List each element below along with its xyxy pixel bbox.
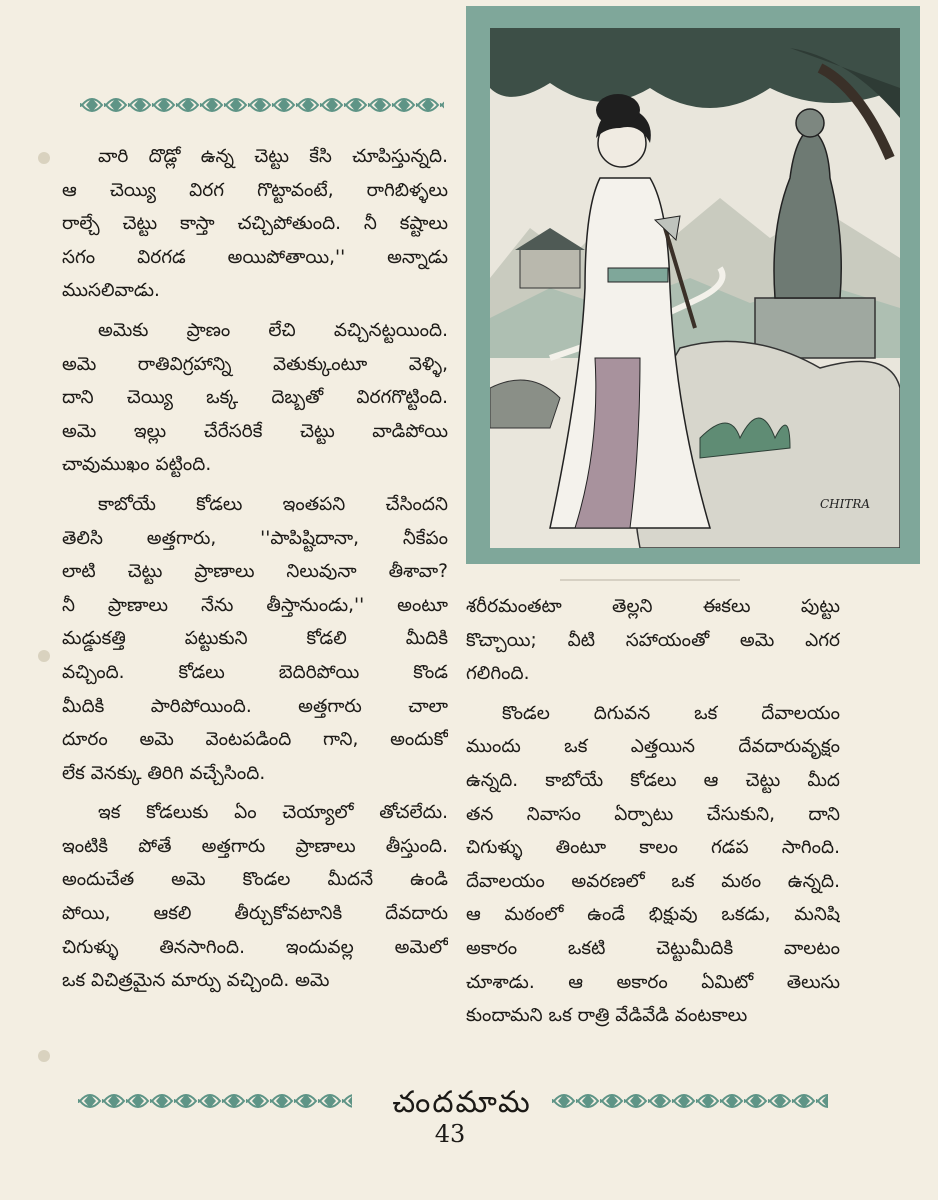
text-line: చిగుళ్ళు తినసాగింది. ఇందువల్ల అమెలో <box>62 936 448 958</box>
text-line: చిగుళ్ళు తింటూ కాలం గడప సాగింది. <box>466 837 840 859</box>
story-illustration <box>466 6 920 564</box>
text-line: గలిగింది. <box>466 663 530 685</box>
binding-hole <box>38 1050 50 1062</box>
text-line: తన నివాసం ఏర్పాటు చేసుకుని, దాని <box>466 803 840 825</box>
paragraph <box>62 488 448 790</box>
text-line: చూశాడు. ఆ అకారం ఏమిటో తెలుసు <box>466 971 840 993</box>
binding-hole <box>38 650 50 662</box>
woman-with-axe-and-statue-illustration <box>490 28 900 548</box>
top-ornament-border <box>80 92 444 118</box>
text-line: రాల్చే చెట్టు కాస్తా చచ్చిపోతుంది. నీ కష్టాలు <box>62 213 448 235</box>
magazine-title: చందమామ <box>392 1085 532 1120</box>
ornament-pattern-icon <box>78 1088 352 1114</box>
page-number: 43 <box>434 1120 466 1148</box>
text-line: ఆ మఠంలో ఉండే భిక్షువు ఒకడు, మనిషి <box>466 904 840 926</box>
text-line: ముందు ఒక ఎత్తయిన దేవదారువృక్షం <box>466 736 840 758</box>
text-line: ముసలివాడు. <box>62 280 160 302</box>
text-line: లేక వెనక్కు తిరిగి వచ్చేసింది. <box>62 762 266 784</box>
paragraph <box>466 590 840 691</box>
text-line: ఒక విచిత్రమైన మార్పు వచ్చింది. అమె <box>62 970 330 992</box>
paragraph <box>466 697 840 1033</box>
text-line: సగం విరగడ అయిపోతాయి,'' అన్నాడు <box>62 246 448 268</box>
illustrator-signature: CHITRA <box>820 497 871 511</box>
left-text-column <box>62 140 448 1004</box>
text-line: నీ ప్రాణాలు నేను తీస్తానుండు,'' అంటూ <box>62 594 448 616</box>
text-line: దేవాలయం అవరణలో ఒక మఠం ఉన్నది. <box>466 870 840 892</box>
paragraph <box>62 314 448 482</box>
binding-hole <box>38 152 50 164</box>
text-line: అమె రాతివిగ్రహాన్ని వెతుక్కుంటూ వెళ్ళి, <box>62 353 448 375</box>
text-line: ఆ చెయ్యి విరగ గొట్టావంటే, రాగిబిళ్ళలు <box>62 179 448 201</box>
text-line: వచ్చింది. కోడలు బెదిరిపోయి కొండ <box>62 661 448 683</box>
right-text-column <box>466 590 840 1039</box>
ornament-pattern-icon <box>80 92 444 118</box>
text-line: చావుముఖం పట్టింది. <box>62 454 212 476</box>
footer-ornament-left <box>78 1088 352 1114</box>
text-line: లాటి చెట్టు ప్రాణాలు నిలువునా తీశావా? <box>62 561 448 583</box>
text-line: అకారం ఒకటి చెట్టుమీదికి వాలటం <box>466 937 840 959</box>
text-line: ఇక కోడలుకు ఏం చెయ్యాలో తోచలేదు. <box>98 802 448 824</box>
column-divider-line <box>560 578 740 582</box>
text-line: మీదికి పారిపోయింది. అత్తగారు చాలా <box>62 695 448 717</box>
ornament-pattern-icon <box>552 1088 828 1114</box>
text-line: ఉన్నది. కాబోయే కోడలు ఆ చెట్టు మీద <box>466 769 840 791</box>
paragraph <box>62 140 448 308</box>
text-line: కొచ్చాయి; వీటి సహాయంతో అమె ఎగర <box>466 629 840 651</box>
text-line: వారి దొడ్లో ఉన్న చెట్టు కేసి చూపిస్తున్నది. <box>98 146 448 167</box>
text-line: మడ్డుకత్తి పట్టుకుని కోడలి మీదికి <box>62 628 448 650</box>
text-line: కుందామని ఒక రాత్రి వేడివేడి వంటకాలు <box>466 1005 748 1027</box>
text-line: తెలిసి అత్తగారు, ''పాపిష్టిదానా, నీకేపం <box>62 527 448 549</box>
footer-ornament-right <box>552 1088 828 1114</box>
text-line: అమె ఇల్లు చేరేసరికే చెట్టు వాడిపోయి <box>62 420 448 442</box>
paragraph <box>62 796 448 998</box>
text-line: అమెకు ప్రాణం లేచి వచ్చినట్టయింది. <box>98 319 448 341</box>
text-line: కాబోయే కోడలు ఇంతపని చేసిందని <box>98 493 448 515</box>
text-line: అందుచేత అమె కొండల మీదనే ఉండి <box>62 869 448 891</box>
text-line: శరీరమంతటా తెల్లని ఈకలు పుట్టు <box>466 596 840 617</box>
text-line: దాని చెయ్యి ఒక్క దెబ్బతో విరగగొట్టింది. <box>62 387 448 409</box>
text-line: పోయి, ఆకలి తీర్చుకోవటానికి దేవదారు <box>62 903 448 925</box>
text-line: దూరం అమె వెంటపడింది గాని, అందుకో <box>62 729 448 751</box>
text-line: ఇంటికి పోతే అత్తగారు ప్రాణాలు తీస్తుంది. <box>62 835 448 857</box>
text-line: కొండల దిగువన ఒక దేవాలయం <box>502 702 840 724</box>
